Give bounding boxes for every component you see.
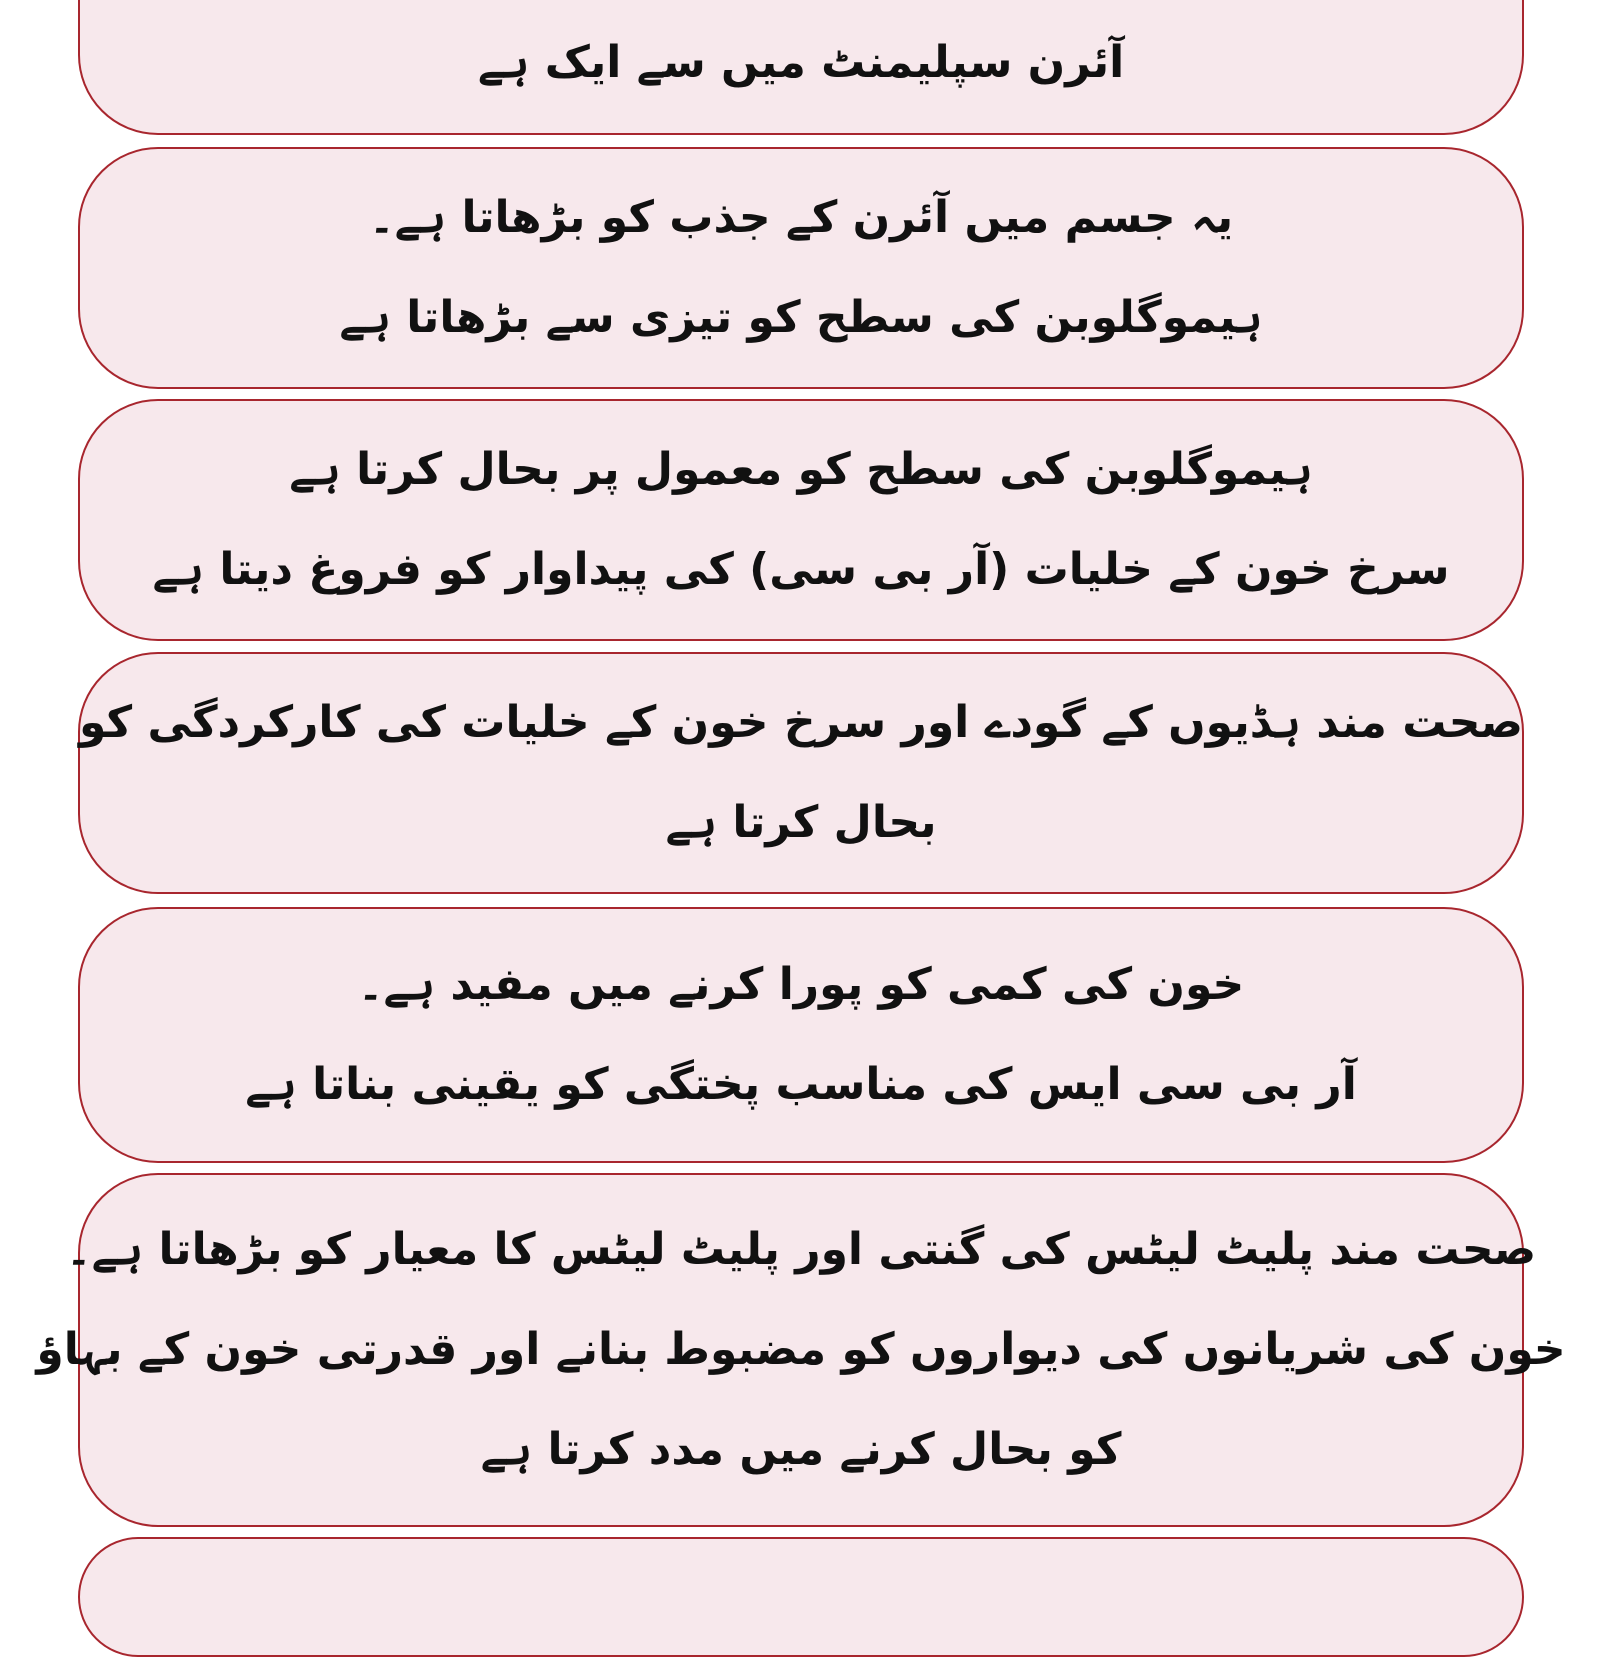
benefit-card-2 [78,147,1524,389]
benefit-card-3 [78,399,1524,641]
card-text-line: سرخ خون کے خلیات (آر بی سی) کی پیداوار کو فروغ دیتا ہے [152,544,1450,595]
benefit-card-4 [78,652,1524,894]
card-text-line: یہ جسم میں آئرن کے جذب کو بڑھاتا ہے۔ [368,192,1234,243]
card-text-line: بحال کرتا ہے [665,797,937,848]
card-text-line: صحت مند پلیٹ لیٹس کی گنتی اور پلیٹ لیٹس کا معیار کو بڑھاتا ہے۔ [65,1224,1537,1275]
card-text-line: آئرن سپلیمنٹ میں سے ایک ہے [477,37,1125,88]
card-text-line: خون کی کمی کو پورا کرنے میں مفید ہے۔ [357,959,1245,1010]
card-text-line: کو بحال کرنے میں مدد کرتا ہے [480,1424,1122,1475]
benefit-card-1 [78,0,1524,135]
card-text-line: ہیموگلوبن کی سطح کو تیزی سے بڑھاتا ہے [339,292,1263,343]
card-text-line: ہیموگلوبن کی سطح کو معمول پر بحال کرتا ہے [289,444,1313,495]
benefit-card-7-partial [78,1537,1524,1657]
benefit-card-5 [78,907,1524,1163]
card-text-line: صحت مند ہڈیوں کے گودے اور سرخ خون کے خلیات کی کارکردگی کو [78,697,1524,748]
benefit-card-6 [36,1173,1566,1527]
card-text-line: خون کی شریانوں کی دیواروں کو مضبوط بنانے اور قدرتی خون کے بہاؤ [36,1324,1566,1375]
card-text-line: آر بی سی ایس کی مناسب پختگی کو یقینی بناتا ہے [245,1059,1357,1110]
